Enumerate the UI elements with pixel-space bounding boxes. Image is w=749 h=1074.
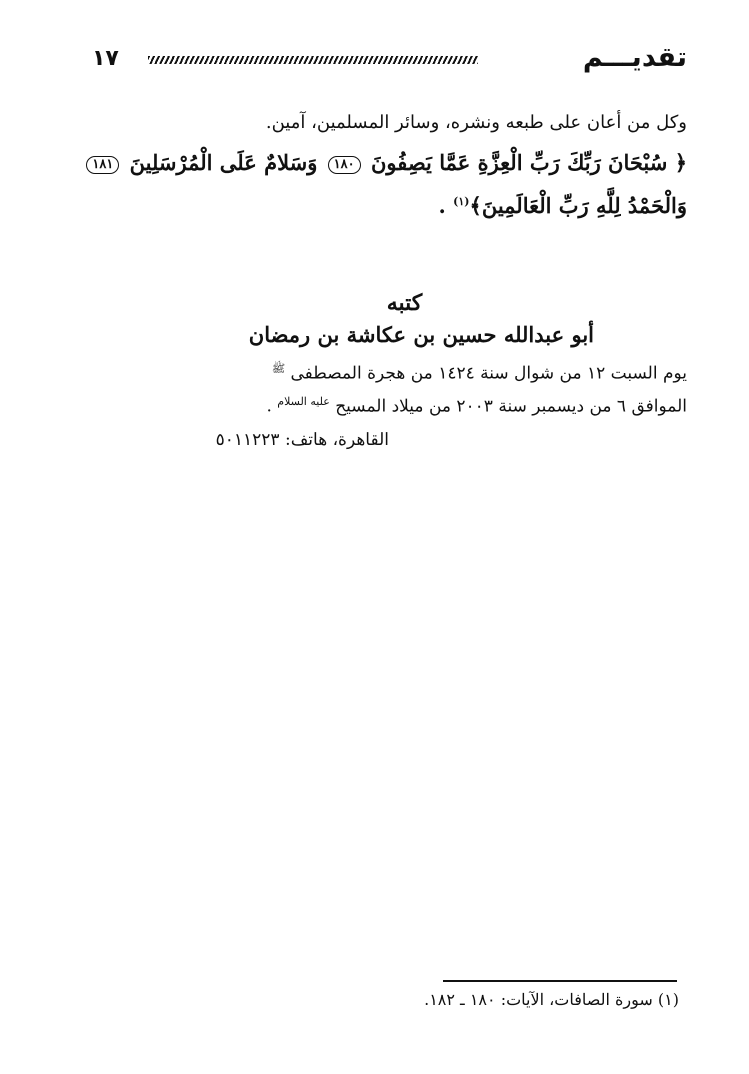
place-phone-line: القاهرة، هاتف: ٥٠١١٢٢٣ [215,430,389,450]
page-number: ١٧ [92,46,119,71]
ayah-number-marker: ١٨١ [86,156,119,174]
verse-line-2 [439,193,687,218]
header-decorative-rule [148,56,478,64]
date-gregorian-line [266,395,687,417]
verse-open-bracket: ﴿ [674,150,687,175]
date-hijri-text: يوم السبت ١٢ من شوال سنة ١٤٢٤ من هجرة المصطفى [290,363,687,384]
verse-text-part-3: وَالْحَمْدُ لِلَّهِ رَبِّ الْعَالَمِينَ [481,193,687,218]
running-header-title: تقديـــم [582,42,687,73]
body-line-1: وكل من أعان على طبعه ونشره، وسائر المسلمين، آمين. [265,112,687,133]
signature-heading: كتبه [386,290,423,316]
verse-text-part-1: سُبْحَانَ رَبِّكَ رَبِّ الْعِزَّةِ عَمَّا يَصِفُونَ [370,150,668,175]
honorific-glyph: عليه السلام [277,395,330,408]
footnote-text: (١) سورة الصافات، الآيات: ١٨٠ ـ ١٨٢. [424,990,679,1009]
footnote-separator [443,980,677,982]
verse-end-period: . [438,193,454,218]
ayah-number-marker: ١٨٠ [328,156,361,174]
date-hijri-line [272,362,687,384]
date-gregorian-end: . [266,396,278,417]
verse-close-bracket: ﴾ [469,193,482,218]
verse-text-part-2: وَسَلامٌ عَلَى الْمُرْسَلِينَ [129,150,318,175]
date-gregorian-text: الموافق ٦ من ديسمبر سنة ٢٠٠٣ من ميلاد المسيح [335,396,687,417]
honorific-glyph: ﷺ [271,362,286,375]
footnote-reference: (١) [453,195,470,208]
author-name: أبو عبدالله حسين بن عكاشة بن رمضان [248,322,594,347]
verse-line-1 [83,150,687,175]
